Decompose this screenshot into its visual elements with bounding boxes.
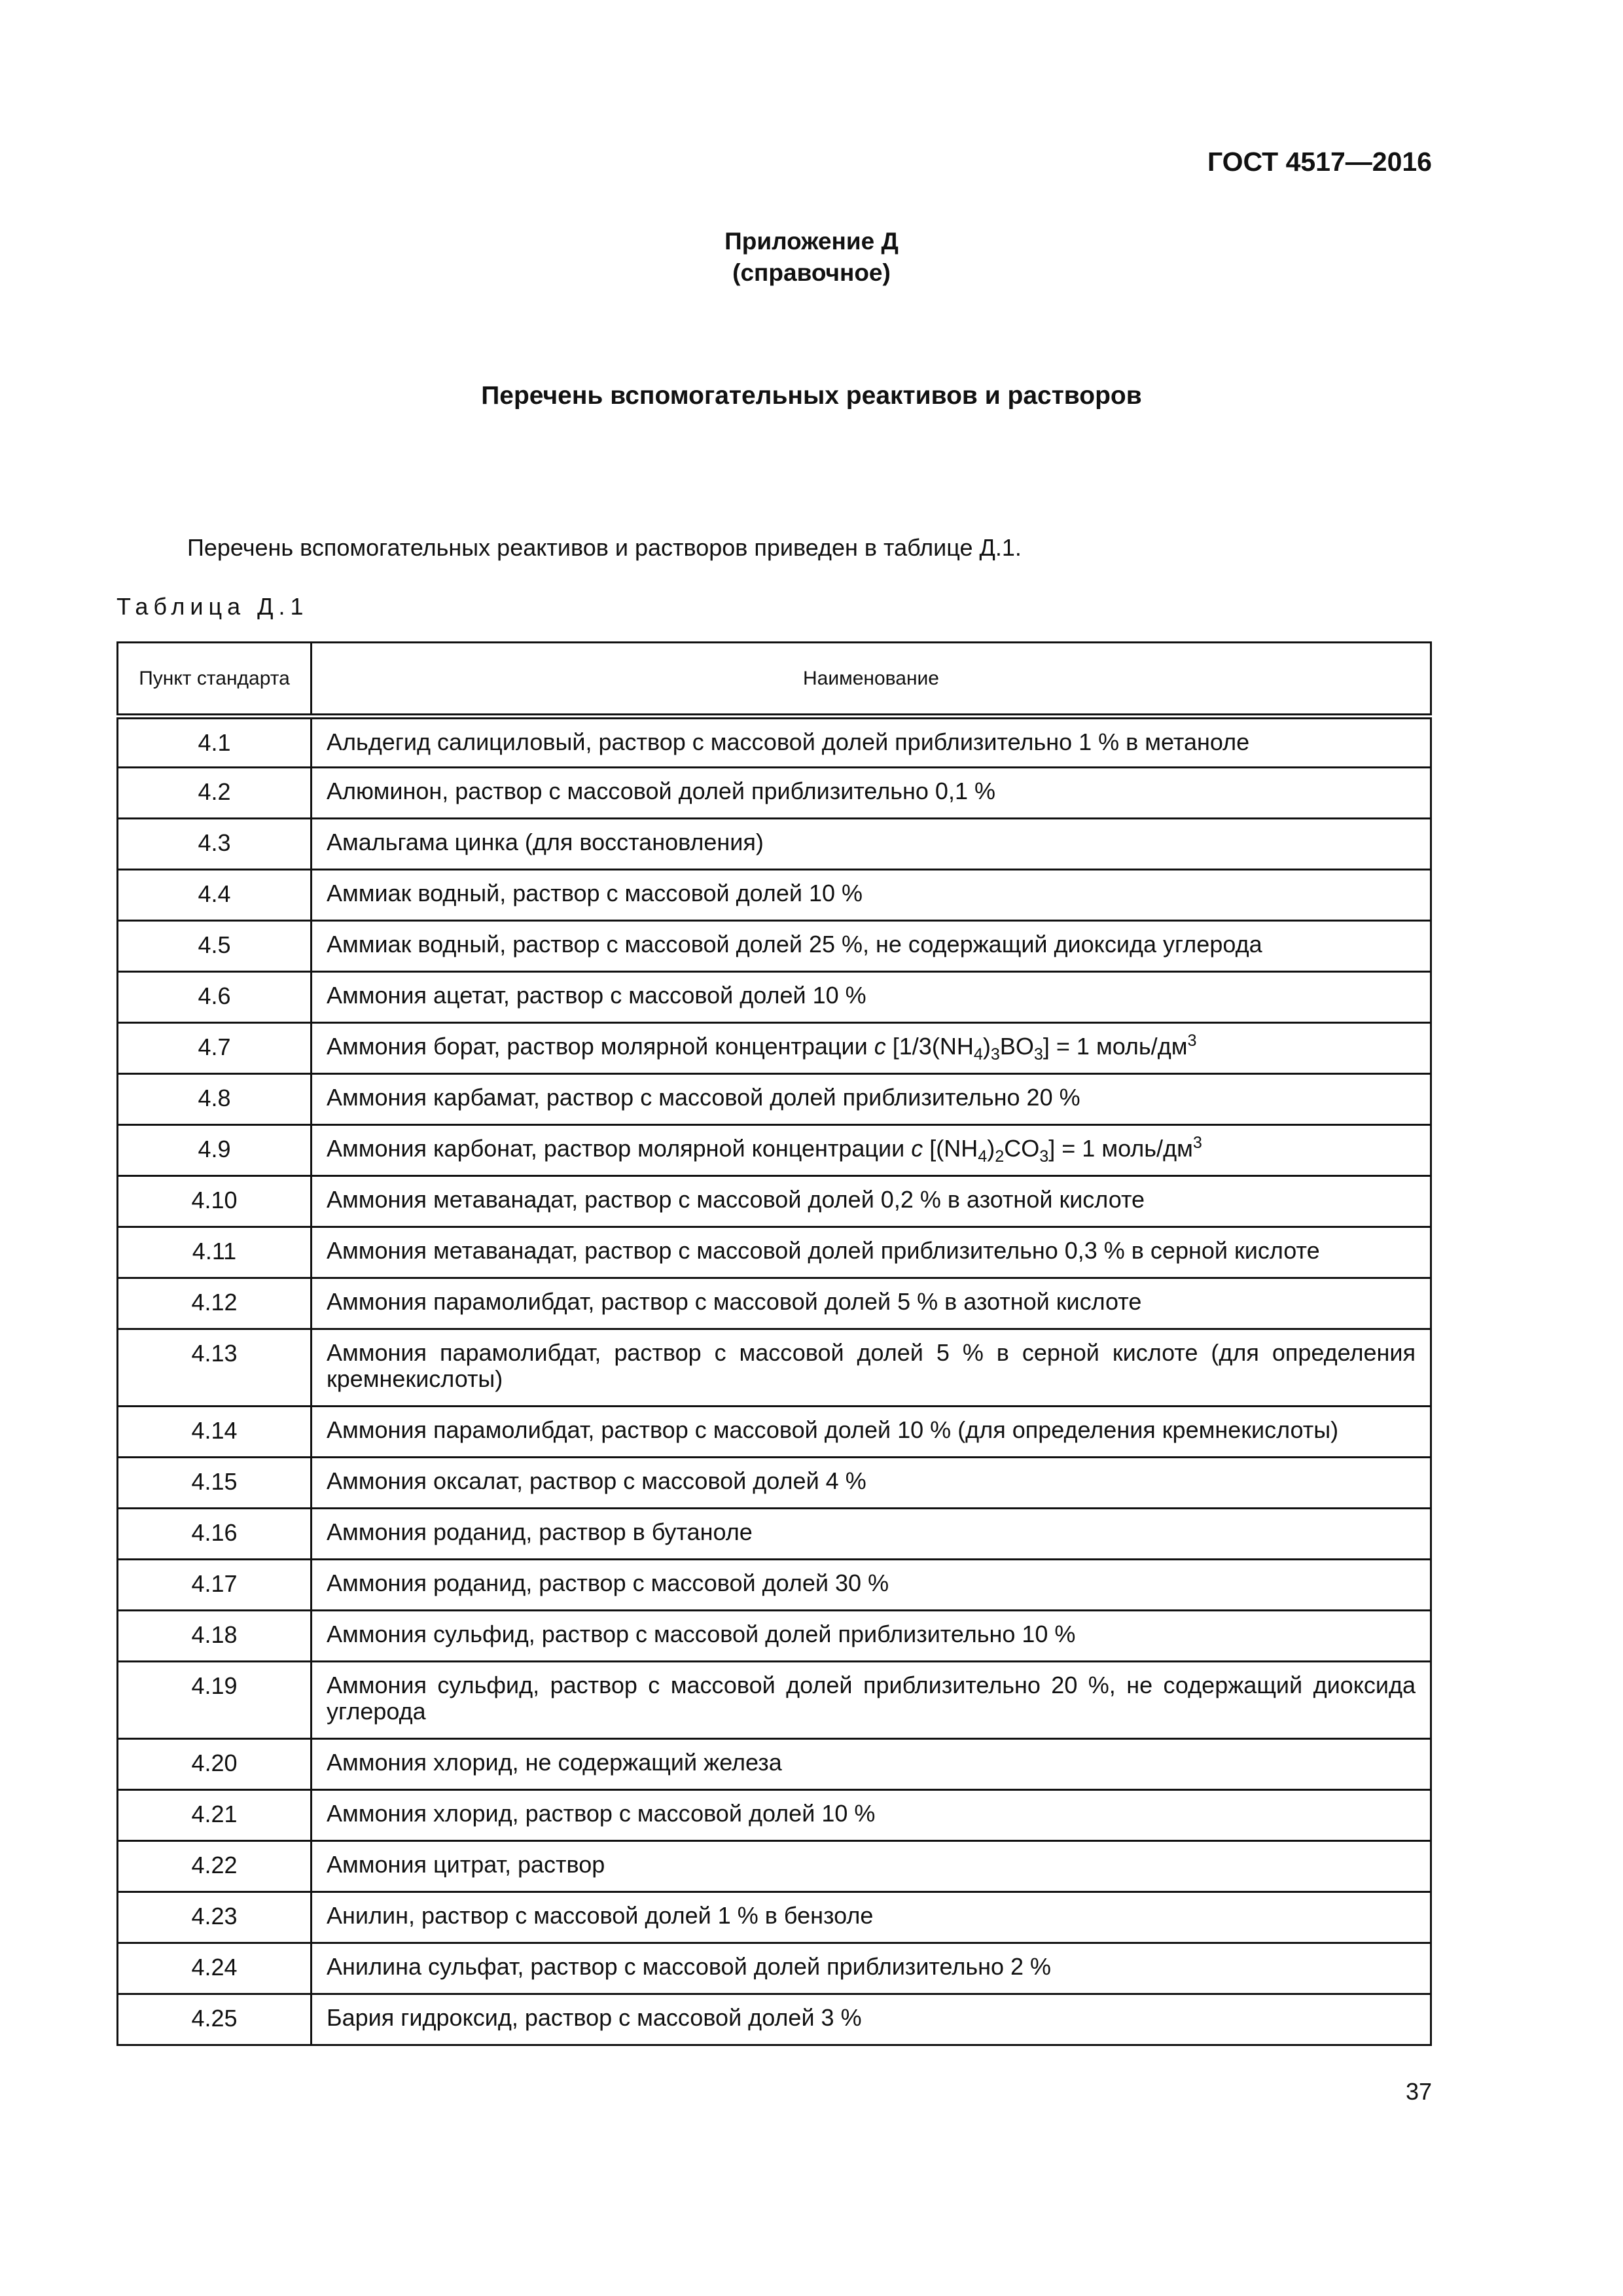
clause-number: 4.13: [118, 1329, 312, 1407]
reagent-name: Аммония оксалат, раствор с массовой долей 4 %: [312, 1458, 1431, 1509]
table-row: [118, 1509, 1431, 1560]
reagent-name: Аммония ацетат, раствор с массовой долей 10 %: [312, 972, 1431, 1023]
table-row: [118, 1176, 1431, 1227]
table-row: [118, 1023, 1431, 1074]
clause-number: 4.12: [118, 1278, 312, 1329]
table-row: [118, 717, 1431, 768]
table-body: [118, 717, 1431, 2045]
table-header-row: [118, 643, 1431, 717]
section-title: Перечень вспомогательных реактивов и растворов: [481, 382, 1142, 410]
reagent-name: Аммония карбамат, раствор с массовой долей приблизительно 20 %: [312, 1074, 1431, 1125]
reagent-name: Аммония сульфид, раствор с массовой долей приблизительно 20 %, не содержащий диоксида углерода: [312, 1662, 1431, 1739]
reagent-name: Аммония цитрат, раствор: [312, 1841, 1431, 1892]
clause-number: 4.2: [118, 768, 312, 819]
clause-number: 4.9: [118, 1125, 312, 1176]
reagent-name: Аммония хлорид, раствор с массовой долей 10 %: [312, 1790, 1431, 1841]
clause-number: 4.21: [118, 1790, 312, 1841]
clause-number: 4.4: [118, 870, 312, 921]
page-number: 37: [1405, 2078, 1432, 2105]
reagent-name: Аммония сульфид, раствор с массовой долей приблизительно 10 %: [312, 1611, 1431, 1662]
table-row: [118, 1841, 1431, 1892]
reagent-name: Аммония борат, раствор молярной концентрации c $[1/3(NH_4)_3BO_3] = 1$ моль/$дм^3$: [312, 1023, 1431, 1074]
reagent-name: Аммония метаванадат, раствор с массовой долей приблизительно 0,3 % в серной кислоте: [312, 1227, 1431, 1278]
clause-number: 4.22: [118, 1841, 312, 1892]
table-row: [118, 819, 1431, 870]
header-name: Наименование: [312, 643, 1431, 717]
clause-number: 4.23: [118, 1892, 312, 1943]
clause-number: 4.20: [118, 1739, 312, 1790]
table-row: [118, 768, 1431, 819]
clause-number: 4.6: [118, 972, 312, 1023]
table-row: [118, 1458, 1431, 1509]
table-row: [118, 1329, 1431, 1407]
reagent-name: Аммония парамолибдат, раствор с массовой долей 10 % (для определения кремнекислоты): [312, 1407, 1431, 1458]
reagent-name: Аммония карбонат, раствор молярной концентрации c $[(NH_4)_2CO_3] = 1$ моль/$дм^3$: [312, 1125, 1431, 1176]
reagents-table: [116, 641, 1432, 2046]
table-row: [118, 1125, 1431, 1176]
document-code: ГОСТ 4517—2016: [1207, 147, 1432, 177]
table-row: [118, 1278, 1431, 1329]
clause-number: 4.15: [118, 1458, 312, 1509]
reagent-name: Аммония хлорид, не содержащий железа: [312, 1739, 1431, 1790]
clause-number: 4.16: [118, 1509, 312, 1560]
reagent-name: Аммония парамолибдат, раствор с массовой долей 5 % в серной кислоте (для определения кремнекислоты): [312, 1329, 1431, 1407]
intro-paragraph: Перечень вспомогательных реактивов и растворов приведен в таблице Д.1.: [187, 534, 1022, 561]
clause-number: 4.18: [118, 1611, 312, 1662]
appendix-heading: [0, 226, 1623, 289]
reagent-name: Аммиак водный, раствор с массовой долей 25 %, не содержащий диоксида углерода: [312, 921, 1431, 972]
clause-number: 4.10: [118, 1176, 312, 1227]
reagent-name: Амальгама цинка (для восстановления): [312, 819, 1431, 870]
reagent-name: Аммиак водный, раствор с массовой долей 10 %: [312, 870, 1431, 921]
clause-number: 4.3: [118, 819, 312, 870]
table-row: [118, 921, 1431, 972]
clause-number: 4.14: [118, 1407, 312, 1458]
header-clause: Пункт стандарта: [118, 643, 312, 717]
clause-number: 4.5: [118, 921, 312, 972]
reagent-name: Альдегид салициловый, раствор с массовой долей приблизительно 1 % в метаноле: [312, 717, 1431, 768]
clause-number: 4.1: [118, 717, 312, 768]
table-row: [118, 870, 1431, 921]
table-row: [118, 1662, 1431, 1739]
reagent-name: Алюминон, раствор с массовой долей приблизительно 0,1 %: [312, 768, 1431, 819]
clause-number: 4.19: [118, 1662, 312, 1739]
reagent-name: Анилин, раствор с массовой долей 1 % в бензоле: [312, 1892, 1431, 1943]
table-row: [118, 1560, 1431, 1611]
table-row: [118, 1739, 1431, 1790]
table-row: [118, 1943, 1431, 1994]
reagent-name: Аммония парамолибдат, раствор с массовой долей 5 % в азотной кислоте: [312, 1278, 1431, 1329]
clause-number: 4.17: [118, 1560, 312, 1611]
reagent-name: Анилина сульфат, раствор с массовой долей приблизительно 2 %: [312, 1943, 1431, 1994]
reagent-name: Аммония роданид, раствор с массовой долей 30 %: [312, 1560, 1431, 1611]
reagent-name: Аммония метаванадат, раствор с массовой долей 0,2 % в азотной кислоте: [312, 1176, 1431, 1227]
clause-number: 4.8: [118, 1074, 312, 1125]
appendix-type: (справочное): [732, 259, 891, 286]
table-row: [118, 1074, 1431, 1125]
reagent-name: Аммония роданид, раствор в бутаноле: [312, 1509, 1431, 1560]
table-row: [118, 1994, 1431, 2045]
clause-number: 4.7: [118, 1023, 312, 1074]
clause-number: 4.11: [118, 1227, 312, 1278]
clause-number: 4.25: [118, 1994, 312, 2045]
table-row: [118, 1611, 1431, 1662]
table-row: [118, 1790, 1431, 1841]
appendix-label: Приложение Д: [724, 228, 899, 255]
table-row: [118, 1227, 1431, 1278]
table-row: [118, 1407, 1431, 1458]
clause-number: 4.24: [118, 1943, 312, 1994]
table-caption: Таблица Д.1: [116, 593, 309, 620]
table-row: [118, 972, 1431, 1023]
table-row: [118, 1892, 1431, 1943]
reagent-name: Бария гидроксид, раствор с массовой долей 3 %: [312, 1994, 1431, 2045]
